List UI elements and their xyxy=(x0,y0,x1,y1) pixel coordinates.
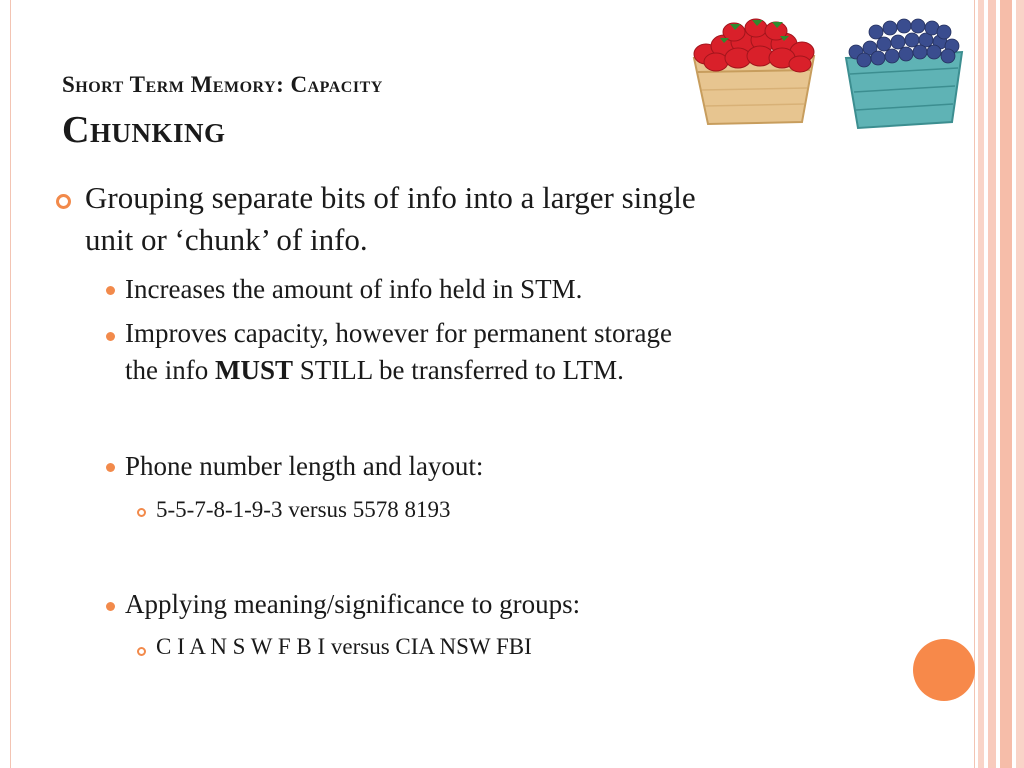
bullet-dot-icon xyxy=(106,602,115,611)
bullet-ring-small-icon xyxy=(137,508,146,517)
slide-title-line2: Chunking xyxy=(62,109,226,151)
sub-bullet-improves-line1: Improves capacity, however for permanent storage xyxy=(125,318,673,348)
blueberry-basket-image xyxy=(842,18,966,130)
frame-line-right xyxy=(974,0,975,768)
bullet-ring-small-icon xyxy=(137,647,146,656)
bullet-dot-icon xyxy=(106,286,115,295)
main-bullet-line2: unit or ‘chunk’ of info. xyxy=(85,222,368,257)
slide-title-line1: Short Term Memory: Capacity xyxy=(62,72,383,97)
sub-bullet-meaning: Applying meaning/significance to groups: xyxy=(125,589,581,619)
strawberry-basket-image xyxy=(686,16,822,128)
text-segment: the info xyxy=(125,355,215,385)
text-segment: STILL be transferred to LTM. xyxy=(293,355,624,385)
decor-stripe xyxy=(988,0,996,768)
decor-stripe xyxy=(1000,0,1012,768)
emphasis-must: MUST xyxy=(214,355,293,385)
main-bullet-line1: Grouping separate bits of info into a larger single xyxy=(85,180,696,215)
sub-bullet-increases: Increases the amount of info held in STM. xyxy=(125,274,583,304)
sub-bullet-improves-line2 xyxy=(125,355,624,386)
frame-line-left xyxy=(10,0,11,768)
sub-bullet-phone: Phone number length and layout: xyxy=(125,451,484,481)
bullet-ring-icon xyxy=(56,194,71,209)
decor-stripe xyxy=(1016,0,1024,768)
example-acronyms: C I A N S W F B I versus CIA NSW FBI xyxy=(156,634,532,659)
decor-orange-circle xyxy=(913,639,975,701)
example-phone: 5-5-7-8-1-9-3 versus 5578 8193 xyxy=(156,497,451,522)
bullet-dot-icon xyxy=(106,332,115,341)
bullet-dot-icon xyxy=(106,463,115,472)
